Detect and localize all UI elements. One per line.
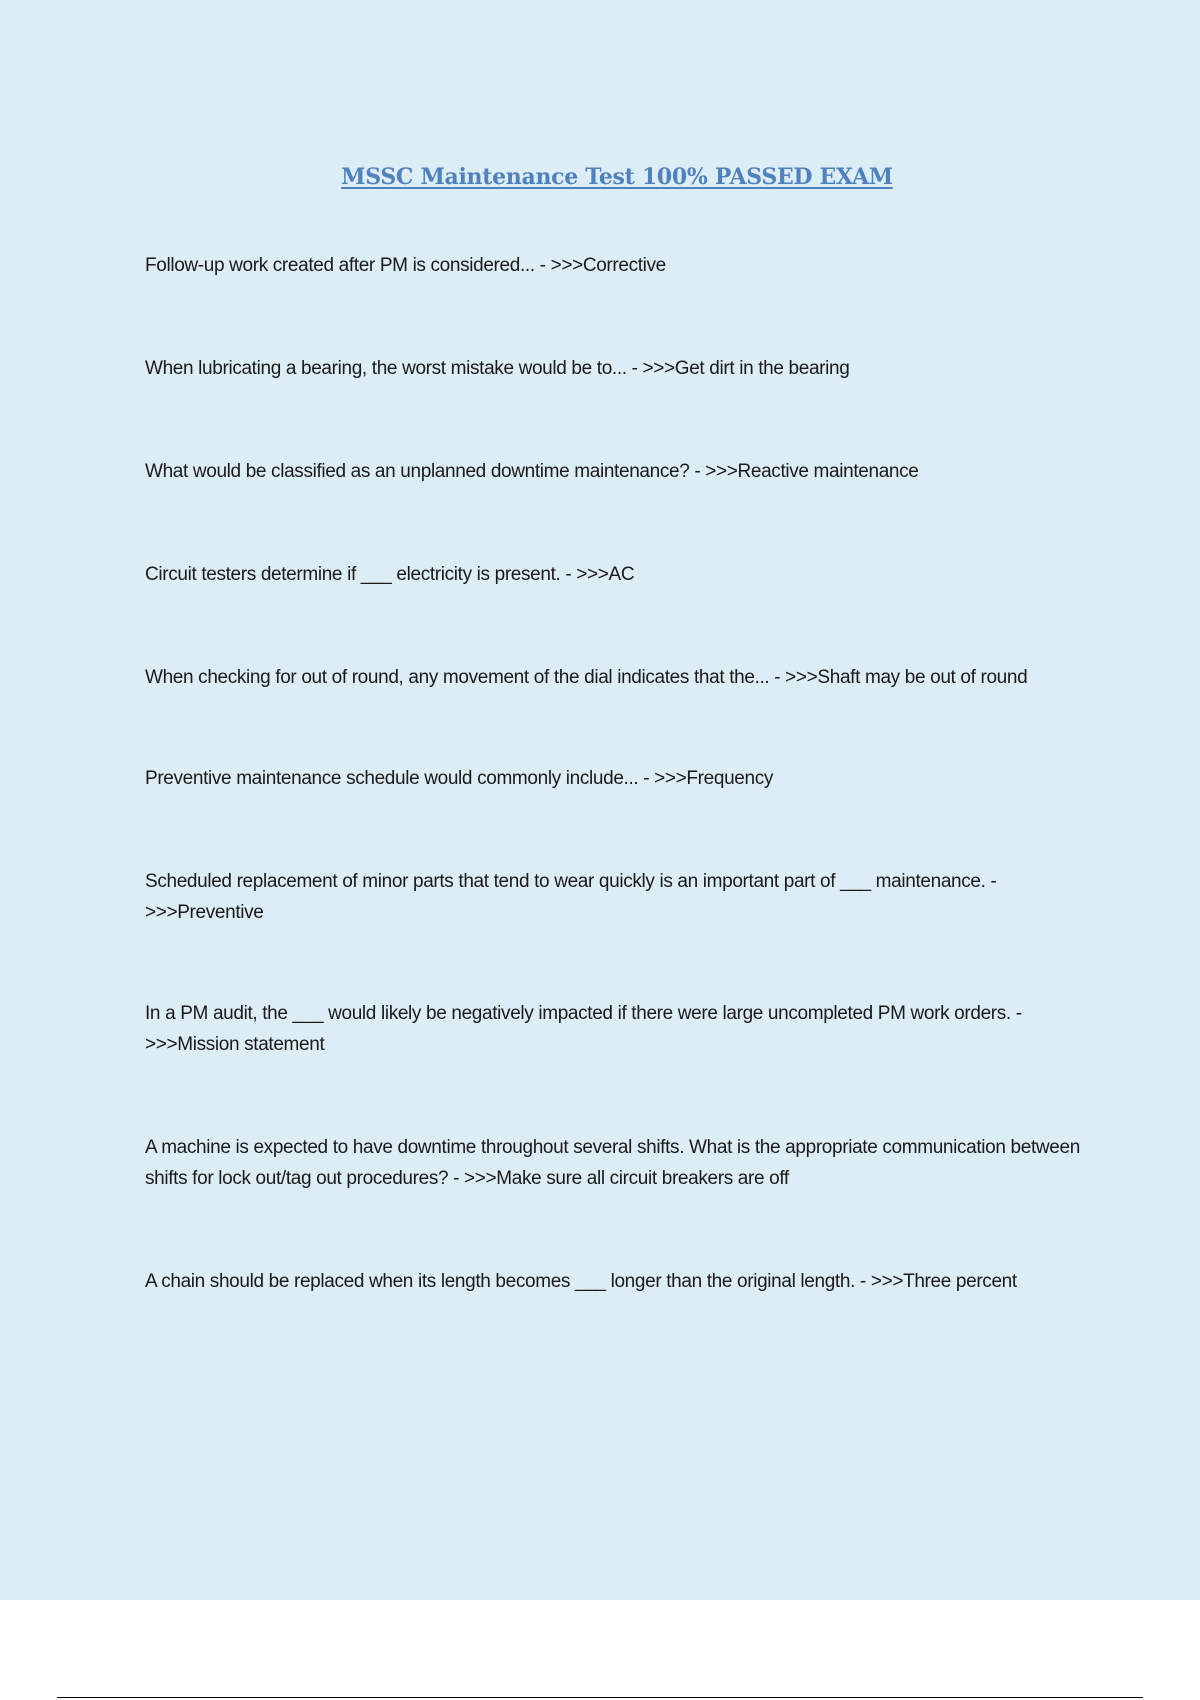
qa-item: In a PM audit, the ___ would likely be negatively impacted if there were large uncompleted PM work orders. - >>>Mission statement <box>145 1003 1022 1055</box>
qa-item: Follow-up work created after PM is considered... - >>>Corrective <box>145 255 666 276</box>
document-title: MSSC Maintenance Test 100% PASSED EXAM <box>341 164 893 190</box>
qa-item: When lubricating a bearing, the worst mistake would be to... - >>>Get dirt in the bearing <box>145 358 850 379</box>
qa-item: Scheduled replacement of minor parts that tend to wear quickly is an important part of ___ maintenance. - >>>Preventive <box>145 871 997 923</box>
qa-list <box>145 250 1090 1297</box>
qa-item: What would be classified as an unplanned downtime maintenance? - >>>Reactive maintenance <box>145 461 919 482</box>
qa-item: When checking for out of round, any movement of the dial indicates that the... - >>>Shaft may be out of round <box>145 667 1028 688</box>
qa-item: A chain should be replaced when its length becomes ___ longer than the original length. - >>>Three percent <box>145 1271 1017 1292</box>
footer-divider <box>57 1697 1143 1698</box>
qa-item: A machine is expected to have downtime throughout several shifts. What is the appropriate communication between shifts for lock out/tag out procedures? - >>>Make sure all circuit breakers are off <box>145 1137 1080 1189</box>
qa-item: Preventive maintenance schedule would commonly include... - >>>Frequency <box>145 768 774 789</box>
qa-item: Circuit testers determine if ___ electricity is present. - >>>AC <box>145 564 635 585</box>
